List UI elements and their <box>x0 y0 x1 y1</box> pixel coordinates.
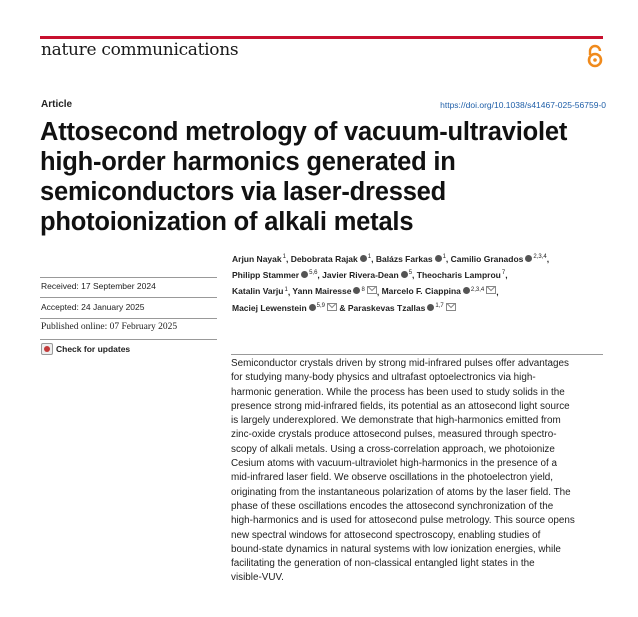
author[interactable]: Yann Mairesse $^8$ <box>292 286 376 296</box>
article-title: Attosecond metrology of vacuum-ultraviolet high-order harmonics generated in semiconductors via laser-dressed photoionization of alkali metals <box>40 118 568 236</box>
orcid-icon[interactable] <box>360 255 367 262</box>
author-list: Arjun Nayak$^1$, Debobrata Rajak $^1$, Balázs Farkas $^1$, Camilio Granados $^{2,3,4}$, Philipp Stammer $^{5,6}$, Javier Rivera-Dean $^5$, Theocharis Lamprou$^7$, Katalin Varju$^1$, Yann Mairesse $^8$ , Marcelo F. Ciappina $^{2,3,4}$ , Maciej Lewenstein $^{5,9}$ & Paraskevas Tzallas $^{1,7}$ <box>232 253 550 313</box>
author[interactable]: Theocharis Lamprou$^7$ <box>416 270 506 281</box>
author[interactable]: Balázs Farkas $^1$ <box>375 253 446 264</box>
doi-link[interactable]: https://doi.org/10.1038/s41467-025-56759-0 <box>440 100 606 110</box>
orcid-icon[interactable] <box>525 255 532 262</box>
email-icon[interactable] <box>327 303 337 311</box>
author[interactable]: Arjun Nayak$^1$ <box>232 253 286 264</box>
author[interactable]: Philipp Stammer $^{5,6}$ <box>232 270 318 281</box>
abstract-text: Semiconductor crystals driven by strong mid-infrared pulses offer advantages for studying many-body physics and ultrafast optoelectronics via high- harmonic generation. While the process has been used to study solids in the presence strong mid-infrared fields, its potential as an attosecond light source is largely underexplored. We demonstrate that high-harmonics emitted from zinc-oxide crystals produce attosecond pulses, measured through spectro- scopy of alkali metals. Using a cross-correlation approach, we photoionize Cesium atoms with vacuum-ultraviolet high-harmonics in the presence of a mid-infrared laser field. We observe oscillations in the photoelectron yield, originating from the instantaneous polarization of atoms by the laser field. The phase of these oscillations encodes the attosecond synchronization of the high-harmonics and is used for attosecond pulse metrology. This source opens new spectral windows for attosecond spectroscopy, enabling studies of bound-state dynamics in natural systems with low ionization energies, while facilitating the generation of non-classical entangled light states in the visible-VUV. <box>231 358 575 584</box>
check-updates-icon <box>41 343 53 355</box>
orcid-icon[interactable] <box>353 287 360 294</box>
orcid-icon[interactable] <box>301 271 308 278</box>
author[interactable]: Maciej Lewenstein $^{5,9}$ <box>232 303 337 313</box>
journal-name: nature communications <box>41 40 239 60</box>
author[interactable]: Javier Rivera-Dean $^5$ <box>322 270 413 281</box>
article-type-label: Article <box>41 99 73 110</box>
check-updates-button[interactable] <box>41 343 130 355</box>
divider <box>40 339 217 340</box>
email-icon[interactable] <box>367 286 377 294</box>
check-updates-label: Check for updates <box>56 344 131 354</box>
divider <box>40 297 217 298</box>
author[interactable]: Katalin Varju$^1$ <box>232 286 288 297</box>
received-date: Received: 17 September 2024 <box>41 281 156 291</box>
accepted-date: Accepted: 24 January 2025 <box>41 302 145 312</box>
orcid-icon[interactable] <box>435 255 442 262</box>
orcid-icon[interactable] <box>401 271 408 278</box>
author[interactable]: Paraskevas Tzallas $^{1,7}$ <box>348 303 456 313</box>
divider <box>40 318 217 319</box>
email-icon[interactable] <box>486 286 496 294</box>
orcid-icon[interactable] <box>463 287 470 294</box>
open-access-icon <box>586 44 604 68</box>
published-date: Published online: 07 February 2025 <box>41 322 178 332</box>
journal-header-bar <box>40 36 603 39</box>
email-icon[interactable] <box>446 303 456 311</box>
orcid-icon[interactable] <box>309 304 316 311</box>
author[interactable]: Camilio Granados $^{2,3,4}$ <box>450 253 547 264</box>
divider <box>40 277 217 278</box>
abstract-divider <box>231 354 603 355</box>
author[interactable]: Debobrata Rajak $^1$ <box>290 253 372 264</box>
author[interactable]: Marcelo F. Ciappina $^{2,3,4}$ <box>382 286 497 296</box>
orcid-icon[interactable] <box>427 304 434 311</box>
